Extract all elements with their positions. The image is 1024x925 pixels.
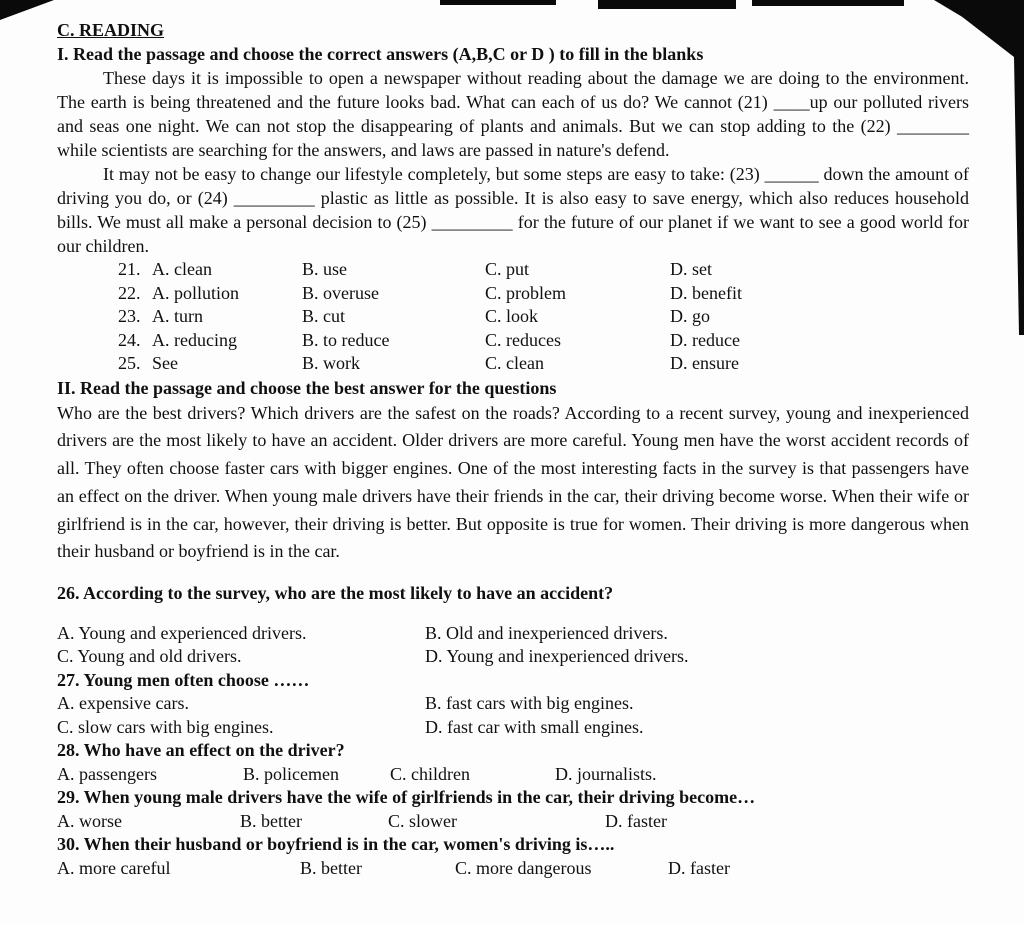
option-c: C. Young and old drivers.: [57, 646, 242, 667]
option-c: C. more dangerous: [455, 857, 592, 878]
option-a: A. Young and experienced drivers.: [57, 622, 307, 643]
photo-corner-top-left-artifact: [0, 0, 54, 20]
photo-top-edge-artifact: [752, 0, 904, 6]
option-d: D. faster: [605, 810, 667, 831]
option-b: B. cut: [302, 306, 345, 326]
section-title: C. READING: [57, 20, 165, 40]
option-c: C. put: [485, 259, 530, 279]
photo-top-edge-artifact: [598, 0, 736, 9]
question-30-options-row: [57, 857, 969, 881]
option-a: A. reducing: [152, 329, 237, 350]
question-27-stem: 27. Young men often choose ……: [57, 669, 310, 690]
photo-top-edge-artifact: [440, 0, 556, 5]
part2-passage: Who are the best drivers? Which drivers are the safest on the roads? According to a recent survey, young and inexperienced drivers are the most likely to have an accident. Older drivers are more careful. Young men have the worst accident records of all. They often choose faster cars with bigger engines. One of the most interesting facts in the survey is that passengers have an effect on the driver. When young male drivers have their friends in the car, their driving become worse. When their wife or girlfriend is in the car, however, their driving is better. But opposite is true for women. Their driving is more dangerous when their husband or boyfriend is in the car.: [57, 402, 969, 562]
part2-heading: II. Read the passage and choose the best answer for the questions: [57, 377, 557, 398]
question-29-stem: 29. When young male drivers have the wife of girlfriends in the car, their driving become…: [57, 787, 756, 808]
document-page: [57, 18, 969, 880]
question-21-row: [118, 258, 969, 282]
option-c: C. problem: [485, 282, 566, 303]
question-27-options-row-2: [57, 716, 969, 740]
option-a: A. worse: [57, 810, 122, 831]
question-26-options-row-1: [57, 622, 969, 646]
question-number: 25.: [118, 353, 141, 373]
option-a: See: [152, 353, 178, 373]
option-a: A. expensive cars.: [57, 693, 189, 714]
option-d: D. set: [670, 259, 712, 279]
question-number: 24.: [118, 329, 141, 350]
question-number: 23.: [118, 306, 141, 326]
option-b: B. overuse: [302, 282, 379, 303]
option-a: A. passengers: [57, 763, 157, 784]
question-21-option-a-cell: [118, 258, 302, 282]
option-c: C. slower: [388, 810, 457, 831]
option-b: B. to reduce: [302, 329, 390, 350]
option-d: D. reduce: [670, 329, 740, 350]
option-c: C. reduces: [485, 329, 561, 350]
option-b: B. use: [302, 259, 347, 279]
questions-21-25-block: [118, 258, 969, 376]
question-25-row: [118, 352, 969, 376]
option-a: A. pollution: [152, 282, 240, 303]
part1-heading: I. Read the passage and choose the correct answers (A,B,C or D ) to fill in the blanks: [57, 44, 704, 64]
option-a: A. clean: [152, 259, 212, 279]
option-d: D. go: [670, 306, 710, 326]
option-d: D. fast car with small engines.: [425, 716, 644, 737]
option-c: C. clean: [485, 353, 544, 373]
option-d: D. ensure: [670, 353, 739, 373]
question-24-row: [118, 329, 969, 353]
question-24-option-a-cell: [118, 329, 302, 353]
part1-paragraph-1: These days it is impossible to open a newspaper without reading about the damage we are doing to the environment. The earth is being threatened and the future looks bad. What can each of us do? We cannot (21) ____up our polluted rivers and seas one night. We can not stop the disappearing of plants and animals. But we can stop adding to the (22) ________ while scientists are searching for the answers, and laws are passed in nature's defend.: [57, 68, 969, 160]
question-23-row: [118, 305, 969, 329]
part1-paragraph-2: It may not be easy to change our lifestyle completely, but some steps are easy to take: (23) ______ down the amount of driving you do, or (24) _________ plastic as little as possible. It is also easy to save energy, which also reduces household bills. We must all make a personal decision to (25) _________ for the future of our planet if we want to see a good world for our children.: [57, 164, 969, 256]
question-29-options-row: [57, 810, 969, 834]
option-b: B. better: [300, 857, 362, 878]
option-d: D. Young and inexperienced drivers.: [425, 646, 689, 667]
question-26-stem: 26. According to the survey, who are the most likely to have an accident?: [57, 583, 614, 604]
option-b: B. policemen: [243, 763, 339, 784]
question-28-stem: 28. Who have an effect on the driver?: [57, 740, 345, 761]
option-b: B. fast cars with big engines.: [425, 693, 634, 714]
option-c: C. look: [485, 306, 539, 326]
option-a: A. turn: [152, 306, 203, 326]
option-d: D. journalists.: [555, 763, 657, 784]
question-23-option-a-cell: [118, 305, 302, 329]
question-number: 22.: [118, 282, 141, 303]
question-26-options-row-2: [57, 645, 969, 669]
question-27-options-row-1: [57, 692, 969, 716]
option-d: D. benefit: [670, 282, 742, 303]
option-b: B. work: [302, 353, 360, 373]
option-c: C. children: [390, 763, 470, 784]
option-c: C. slow cars with big engines.: [57, 716, 274, 737]
option-b: B. better: [240, 810, 302, 831]
question-22-option-a-cell: [118, 282, 302, 306]
option-a: A. more careful: [57, 857, 171, 878]
option-d: D. faster: [668, 857, 730, 878]
question-30-stem: 30. When their husband or boyfriend is in the car, women's driving is…..: [57, 834, 615, 855]
option-b: B. Old and inexperienced drivers.: [425, 622, 668, 643]
question-22-row: [118, 282, 969, 306]
question-number: 21.: [118, 259, 141, 279]
question-28-options-row: [57, 763, 969, 787]
question-25-option-a-cell: [118, 352, 302, 376]
